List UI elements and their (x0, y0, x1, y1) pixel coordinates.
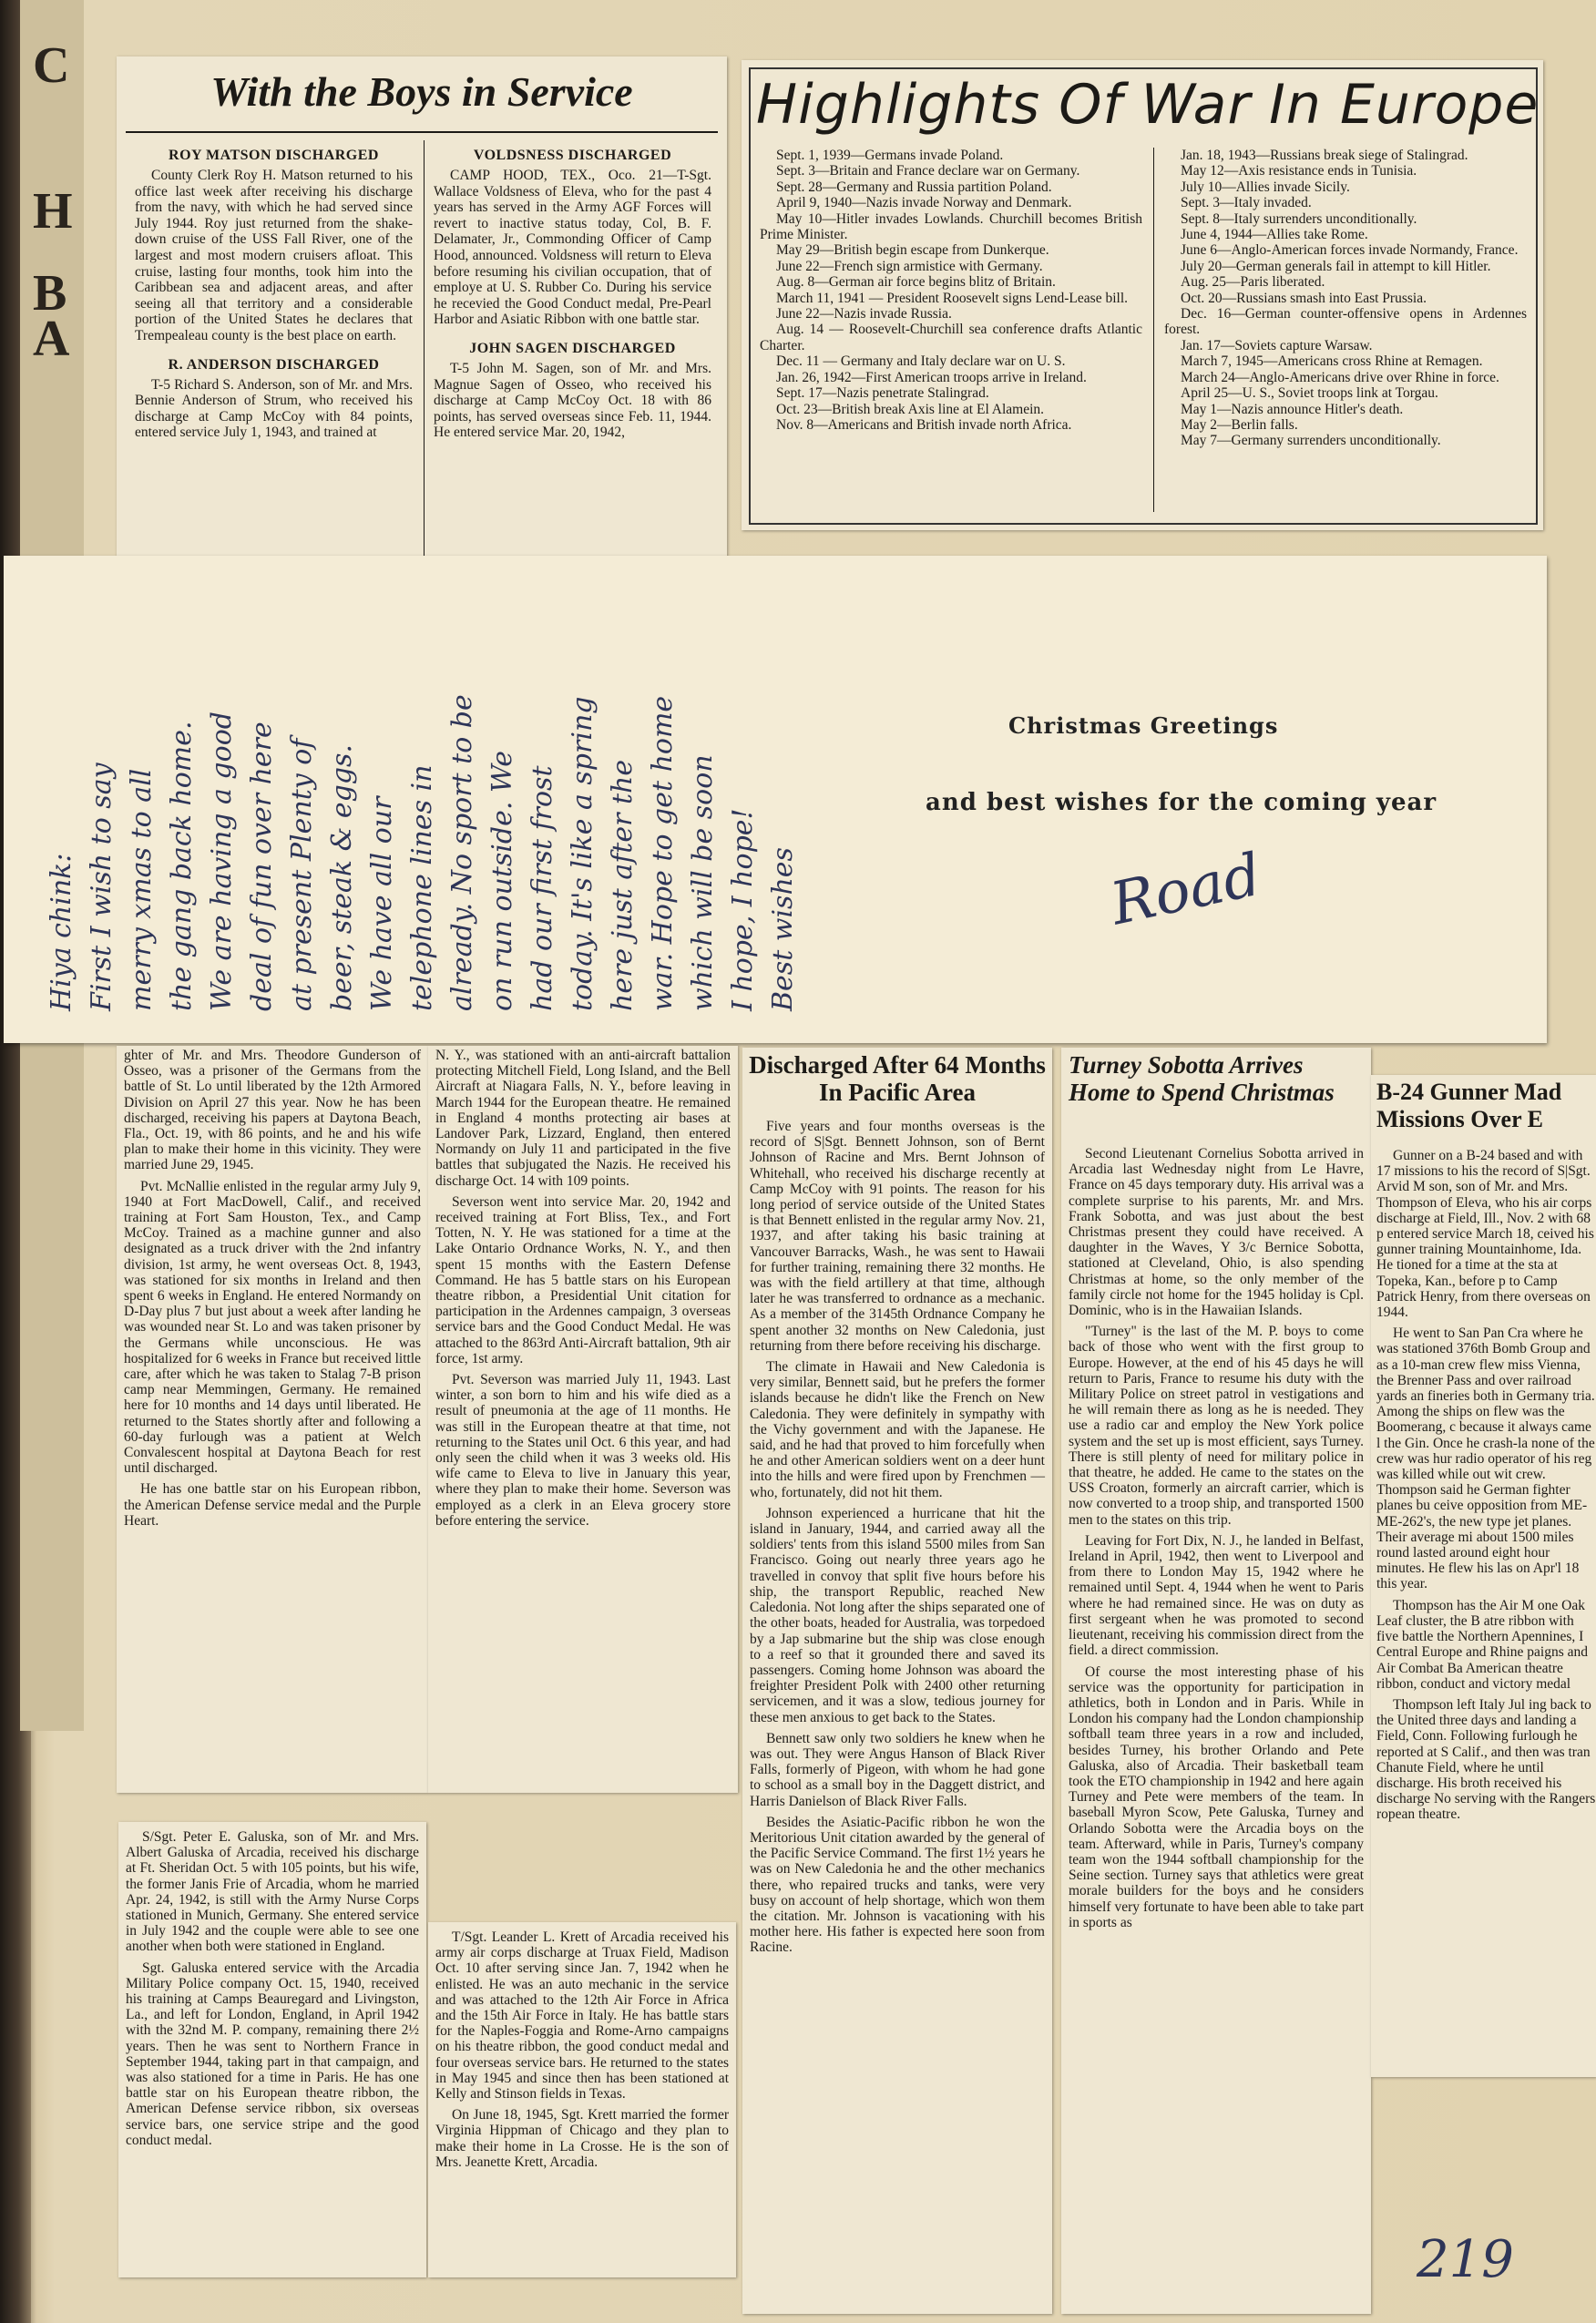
highlights-title: Highlights Of War In Europe (756, 73, 1540, 137)
article-text: "Turney" is the last of the M. P. boys to come back of those who went with the first group to Europe. However, at the end of his 45 days he will return to Paris, France to resume his duty with the Military Police on street patrol in vestigations and he will remain there as long as he is needed. They use a radio car and employ the New York police system and the set up is most efficient, says Turney. There is still plenty of need for military police in that theatre, he added. He came to the states on the USS Croaton, formerly an aircraft carrier, which is now converted to a troop ship, and transported 1500 men to the states on this trip. (1069, 1324, 1364, 1528)
highlight-entry: April 9, 1940—Nazis invade Norway and Denmark. (776, 195, 1072, 211)
article-text: Leaving for Fort Dix, N. J., he landed in Belfast, Ireland in April, 1942, then went to Liverpool and from there to London May 15, 1942 where he remained until Sept. 4, 1944 when he went to Paris where he had remained since. He was on duty as first sergeant when he was promoted to second lieutenant, receiving his commission direct from the field. a direct commission. (1069, 1532, 1364, 1659)
severson-clipping (428, 1046, 738, 1793)
highlight-entry: June 22—Nazis invade Russia. (776, 306, 952, 322)
highlight-entry: June 22—French sign armistice with Germany. (776, 258, 1043, 274)
signature: Road (1105, 841, 1267, 939)
handwritten-line: telephone lines in (406, 764, 438, 1011)
mcnallie-clipping (117, 1046, 428, 1793)
highlight-entry: Nov. 8—Americans and British invade north Africa. (776, 416, 1072, 433)
b24-headline: B-24 Gunner Mad Missions Over E (1376, 1079, 1562, 1132)
highlight-entry: Jan. 26, 1942—First American troops arrive in Ireland. (776, 369, 1087, 385)
article-heading: VOLDSNESS DISCHARGED (473, 148, 672, 163)
highlight-entry: Jan. 18, 1943—Russians break siege of Stalingrad. (1181, 148, 1468, 163)
highlight-entry: Sept. 8—Italy surrenders unconditionally. (1181, 210, 1417, 227)
article-text: Five years and four months overseas is the record of S|Sgt. Bennett Johnson, son of Bernt Johnson of Racine and Mrs. Bernt Johnson of Whitehall, who received his discharge recently at Camp McCoy with 91 points. The reason for his long period of service outside of the United States is that Bennett enlisted in the regular army Nov. 21, 1937, and after taking his basic training at Vancouver Barracks, Wash., he was sent to Hawaii for further training, remaining there 32 months. He was with the field artillery at that time, although later he was transferred to ordnance as a mechanic. As a member of the 3145th Ordnance Company he spent another 32 months on New Caledonia, just returning from there before receiving his discharge. (750, 1119, 1045, 1354)
article-text: Besides the Asiatic-Pacific ribbon he won the Meritorious Unit citation awarded by the general of the Pacific Service Command. The first 1½ years he was on New Caledonia he and the other mechanics there, who repaired trucks and tanks, were very busy on account of help shortage, which won them the citation. Mr. Johnson is vacationing with his mother here. His father is expected here soon from Racine. (750, 1814, 1045, 1956)
handwritten-line: war. Hope to get home (647, 695, 679, 1011)
sobotta-headline: Turney Sobotta Arrives Home to Spend Christmas (1069, 1051, 1335, 1106)
highlight-entry: March 11, 1941 — President Roosevelt signs Lend-Lease bill. (776, 290, 1128, 306)
margin-letter: C (33, 37, 70, 94)
boys-column-left (135, 142, 413, 446)
galuska-clipping (118, 1822, 426, 2277)
article-text: Second Lieutenant Cornelius Sobotta arrived in Arcadia last Wednesday night from Le Havre, France on 45 days temporary duty. His arrival was a complete surprise to his parents, Mr. and Mrs. Frank Sobotta, and was just about the best Christmas present they could have received. A daughter in the Waves, Y 3/c Bernice Sobotta, stationed at Cleveland, Ohio, is also spending Christmas at home, so the only member of the family circle not home for the 1945 holiday is Cpl. Dominic, who is in the Hawaiian Islands. (1069, 1146, 1364, 1319)
article-text: S/Sgt. Peter E. Galuska, son of Mr. and Mrs. Albert Galuska of Arcadia, received his discharge at Ft. Sheridan Oct. 5 with 105 points, but his wife, the former Janis Frie of Arcadia, whom he married Apr. 24, 1942, is still with the Army Nurse Corps stationed in Munich, Germany. She entered service in July 1942 and the couple were able to see one another when both were stationed in England. (126, 1829, 419, 1955)
highlight-entry: Aug. 25—Paris liberated. (1181, 274, 1325, 291)
boys-in-service-clipping (117, 56, 727, 567)
handwritten-line: already. No sport to be (446, 694, 478, 1011)
highlight-entry: Jan. 17—Soviets capture Warsaw. (1181, 337, 1373, 353)
highlight-entry: July 10—Allies invade Sicily. (1181, 179, 1350, 195)
highlight-entry: July 20—German generals fail in attempt to kill Hitler. (1181, 258, 1491, 274)
highlight-entry: Sept. 28—Germany and Russia partition Poland. (776, 179, 1052, 195)
handwritten-line: beer, steak & eggs. (326, 744, 358, 1011)
margin-letter: H (33, 183, 73, 240)
wishes-text: and best wishes for the coming year (926, 789, 1437, 816)
handwritten-line: had our first frost (527, 765, 558, 1011)
article-text: Of course the most interesting phase of his service was the opportunity for participation in athletics, both in London and in Paris. While in London his company had the London championship softball team three years in a row and included, besides Turney, his brother Orlando and Pete Galuska, also of Arcadia. Their basketball team took the ETO championship in 1942 and here again Turney and Pete were members of the team. In baseball Myron Scow, Pete Galuska, Turney and Orlando Sobotta were the Arcadia boys on the team. Afterward, while in Paris, Turney's company team won the 1944 softball championship for the Seine section. Turney says that athletics were great morale builders for the boys and he considers himself very fortunate to have been able to take part in sports as (1069, 1663, 1364, 1930)
article-text: Johnson experienced a hurricane that hit the island in January, 1944, and carried away all the soldiers' tents from this island 5500 miles from San Francisco. Going out nearly three years ago he travelled in convoy that split five hours before his ship, the transport Republic, reached New Caledonia. Not long after the ships separated one of the other boats, headed for Australia, was torpedoed by a Jap submarine but the ship was close enough to a reef so that it grounded there and saved its passengers. Coming home Johnson was aboard the freighter President Polk with 2400 other returning servicemen, and it was a slow, tedious journey for these men anxious to get back to the States. (750, 1505, 1045, 1725)
handwritten-line: the gang back home. (166, 721, 198, 1011)
highlight-entry: Sept. 17—Nazis penetrate Stalingrad. (776, 385, 989, 402)
handwritten-line: Best wishes (767, 847, 799, 1011)
article-text: T/Sgt. Leander L. Krett of Arcadia received his army air corps discharge at Truax Field, Madison Oct. 10 after serving since Jan. 7, 1942 when he enlisted. He was an auto mechanic in the service and was attached to the 12th Air Force in Africa and the 15th Air Force in Italy. He has battle stars for the Naples-Foggia and Rome-Arno campaigns on his theatre ribbon, the good conduct medal and four overseas service bars. He returned to the states in May 1945 and since then has been stationed at Kelly and Stinson fields in Texas. (435, 1929, 729, 2103)
article-text: He has one battle star on his European ribbon, the American Defense service medal and the Purple Heart. (124, 1481, 421, 1529)
article-text: He went to San Pan Cra where he was stationed 376th Bomb Group and as a 10-man crew flew miss Vienna, the Brenner Pass and over railroad yards an fineries both in Germany tria. Among the ships on flew was the Boomerang, c because it always came l the Gin. Once he crash-la none of the crew was hur radio operator of his reg was killed while out wit crew. Thompson said he German fighter planes bu ceive opposition from ME- ME-262's, the new type jet planes. Their average mi about 1500 miles round lasted around eight hour minutes. He flew his las on Apr'l 18 this year. (1376, 1325, 1595, 1592)
highlight-entry: May 1—Nazis announce Hitler's death. (1181, 401, 1404, 417)
highlight-entry: March 24—Anglo-Americans drive over Rhine in force. (1181, 369, 1499, 385)
article-text: The climate in Hawaii and New Caledonia is very similar, Bennett said, but he prefers the former islands because he didn't like the French on New Caledonia. They were definitely in sympathy with the Vichy government and with the Japanese. He said, and he had that proved to him forcefully when he and other American soldiers went on a deer hunt into the hills and were fired upon by Frenchmen — who, fortunately, did not hit them. (750, 1359, 1045, 1500)
highlights-left-column (760, 148, 1142, 433)
highlight-entry: Sept. 3—Italy invaded. (1181, 195, 1312, 211)
highlight-entry: May 7—Germany surrenders unconditionally. (1181, 433, 1441, 449)
margin-letter: B (33, 265, 67, 322)
handwritten-line: I hope, I hope! (727, 808, 759, 1011)
handwritten-line: on run outside. We (486, 750, 518, 1011)
article-text: County Clerk Roy H. Matson returned to his office last week after receiving his discharge from the navy, with which he had served since July 1944. Roy just returned from the shake-down cruise of the USS Fall River, one of the largest and most modern cruisers afloat. This cruise, lasting four months, took him into the Caribbean sea and adjacent areas, and after seeing all that territory and a considerable portion of the United States he declares that Trempealeau county is the best place on earth. (135, 168, 413, 343)
highlight-entry: Dec. 11 — Germany and Italy declare war on U. S. (776, 353, 1066, 370)
highlight-entry: May 12—Axis resistance ends in Tunisia. (1181, 163, 1417, 179)
highlight-entry: Aug. 14 — Roosevelt-Churchill sea conference drafts Atlantic Charter. (760, 322, 1142, 353)
christmas-card (4, 556, 1547, 1043)
highlight-entry: Oct. 23—British break Axis line at El Alamein. (776, 401, 1045, 417)
sobotta-clipping (1061, 1048, 1371, 2314)
highlight-entry: March 7, 1945—Americans cross Rhine at Remagen. (1181, 353, 1483, 370)
article-text: Sgt. Galuska entered service with the Arcadia Military Police company Oct. 15, 1940, received his training at Camps Beauregard and Livingston, La., and left for London, England, in April 1942 with the 32nd M. P. company, remaining there 2½ years. Then he was sent to Northern France in September 1944, taking part in that campaign, and was also stationed for a time in Paris. He has one battle star on his European theatre ribbon, the American Defense service ribbon, six overseas service bars, one service stripe and the good conduct medal. (126, 1960, 419, 2148)
highlight-entry: Aug. 8—German air force begins blitz of Britain. (776, 274, 1056, 291)
article-text: N. Y., was stationed with an anti-aircraft battalion protecting Mitchell Field, Long Island, and the Bell Aircraft at Niagara Falls, N. Y., before leaving in March 1944 for the European theatre. He remained in England 4 months protecting air bases at Landover Park, Lizzard, England, then entered Normandy on July 11 and participated in the five battles that subjugated the Nazis. He received his discharge Oct. 14 with 109 points. (435, 1048, 731, 1189)
highlight-entry: Sept. 3—Britain and France declare war on Germany. (776, 163, 1080, 179)
article-text: ghter of Mr. and Mrs. Theodore Gunderson of Osseo, was a prisoner of the Germans from the battle of St. Lo until liberated by the 12th Armored Division on April 27 this year. Now he has been discharged, receiving his papers at Daytona Beach, Fla., Oct. 19, with 86 points, and he and his wife plan to make their home in this vicinity. They were married June 29, 1945. (124, 1048, 421, 1173)
highlight-entry: May 2—Berlin falls. (1181, 416, 1298, 433)
article-text: CAMP HOOD, TEX., Oco. 21—T-Sgt. Wallace Voldsness of Eleva, who for the past 4 years has served in the Army AGF Forces will revert to inactive status today, Col, B. F. Delamater, Jr., Commonding Officer of Camp Hood, announced. Voldsness will return to Eleva before resuming his civilian occupation, that of employe at U. S. Rubber Co. During his service he recevied the Good Conduct medal, Pre-Pearl Harbor and Asiatic Ribbon with one battle star. (434, 168, 711, 328)
handwritten-line: deal of fun over here (246, 721, 278, 1011)
highlight-entry: Dec. 16—German counter-offensive opens in Ardennes forest. (1164, 306, 1527, 338)
handwritten-line: Hiya chink: (46, 853, 77, 1011)
article-text: Gunner on a B-24 based and with 17 missions to his the record of S|Sgt. Arvid M son, son of Mr. and Mrs. Thompson of Eleva, who his air corps discharge at Field, Ill., Nov. 2 with 68 p entered service March 18, ceived his gunner training Mountainhome, Ida. He tioned for a time at the sta at Topeka, Kan., before p to Camp Patrick Henry, from there overseas on 1944. (1376, 1148, 1594, 1321)
boys-column-right (434, 142, 711, 446)
handwritten-line: First I wish to say (86, 762, 118, 1011)
highlight-entry: May 29—British begin escape from Dunkerque. (776, 242, 1049, 259)
margin-letter: A (33, 311, 70, 367)
highlight-entry: June 6—Anglo-American forces invade Normandy, France. (1181, 242, 1519, 259)
article-text: Severson went into service Mar. 20, 1942 and received training at Fort Bliss, Tex., and Fort Totten, N. Y. He was stationed for a time at the Lake Ontario Ordnance Works, N. Y., and then spent 15 months with the Eastern Defense Command. He has 5 battle stars on his European theatre ribbon, a Presidential Unit citation for participation in the Ardennes campaign, 3 overseas service bars and the Good Conduct Medal. He was attached to the 863rd Anti-Aircraft battalion, 9th air force, 1st army. (435, 1193, 731, 1366)
article-text: Pvt. McNallie enlisted in the regular army July 9, 1940 at Fort MacDowell, Calif., and received training at Fort Sam Houston, Tex., and Camp McCoy. Trained as a machine gunner and also designated as a truck driver with the 2nd infantry division, 1st army, he went overseas Oct. 8, 1943, was stationed for six months in Ireland and then spent 6 weeks in England. He entered Normandy on D-Day plus 7 but just about a week after landing he was wounded near St. Lo and was taken prisoner by the Germans while unconscious. He was hospitalized for 6 weeks in France but received little care, after which he was taken to Stalag 7-B prison camp near Memmingen, Germany. He remained here for 10 months and 14 days until liberated. He returned to the States shortly after and following a 60-day furlough was a patient at Welch Convalescent hospital at Daytona Beach for rest until discharged. (124, 1178, 421, 1477)
highlight-entry: Sept. 1, 1939—Germans invade Poland. (776, 148, 1004, 163)
highlight-entry: May 10—Hitler invades Lowlands. Churchill becomes British Prime Minister. (760, 210, 1142, 243)
article-heading: R. ANDERSON DISCHARGED (168, 356, 380, 373)
johnson-clipping (742, 1048, 1052, 2314)
handwritten-line: today. It's like a spring (567, 696, 598, 1011)
article-text: Thompson left Italy Jul ing back to the United three days and landing a Field, Conn. Following furlough he reported at S Calif., and then was tran Chanute Field, where he until discharge. His broth received his discharge No serving with the Rangers ropean theatre. (1376, 1696, 1596, 1823)
highlight-entry: Oct. 20—Russians smash into East Prussia. (1181, 290, 1427, 306)
highlight-entry: June 4, 1944—Allies take Rome. (1181, 227, 1368, 243)
highlight-entry: April 25—U. S., Soviet troops link at Torgau. (1181, 385, 1438, 402)
krett-clipping (428, 1922, 736, 2277)
article-heading: JOHN SAGEN DISCHARGED (469, 340, 676, 356)
handwritten-line: We are having a good (206, 711, 238, 1011)
article-text: On June 18, 1945, Sgt. Krett married the former Virginia Hippman of Chicago and they plan to make their home in La Crosse. He is the son of Mrs. Jeanette Krett, Arcadia. (435, 2107, 729, 2170)
article-heading: ROY MATSON DISCHARGED (169, 148, 379, 163)
article-text: Pvt. Severson was married July 11, 1943. Last winter, a son born to him and his wife died as a result of pneumonia at the age of 11 months. He was still in the European theatre at that time, not returning to the States unil Oct. 6 this year, and had only seen the child when it was 3 weeks old. His wife came to Eleva to live in January this year, where they plan to make their home. Severson was employed as a clerk in an Eleva grocery store before entering the service. (435, 1372, 731, 1529)
highlights-clipping (742, 60, 1543, 530)
handwritten-line: which will be soon (687, 754, 719, 1011)
article-text: Bennett saw only two soldiers he knew when he was out. They were Angus Hanson of Black River Falls, formerly of Pigeon, with whom he had gone to school as a small boy in the Daggett district, and Harris Danielson of Black River Falls. (750, 1730, 1045, 1809)
handwritten-line: merry xmas to all (126, 768, 158, 1011)
article-text: T-5 John M. Sagen, son of Mr. and Mrs. Magnue Sagen of Osseo, who received his discharge at Camp McCoy Oct. 18 with 86 points, has served overseas since Feb. 11, 1944. He entered service Mar. 20, 1942, (434, 360, 711, 441)
boys-in-service-masthead: With the Boys in Service (210, 68, 633, 115)
page-number: 219 (1417, 2230, 1514, 2289)
greeting-text: Christmas Greetings (1008, 712, 1279, 739)
article-text: Thompson has the Air M one Oak Leaf cluster, the B atre ribbon with five battle the Northern Apennines, I Central Europe and Rhine paigns and Air Combat Ba American theatre ribbon, conduct and victory medal (1376, 1597, 1589, 1692)
handwritten-line: here just after the (607, 759, 639, 1011)
b24-gunner-clipping (1371, 1075, 1596, 2077)
johnson-headline: Discharged After 64 Months In Pacific Area (749, 1051, 1046, 1106)
handwritten-line: at present Plenty of (286, 738, 318, 1011)
highlights-right-column (1164, 148, 1527, 449)
article-text: T-5 Richard S. Anderson, son of Mr. and Mrs. Bennie Anderson of Strum, who received his discharge at Camp McCoy with 84 points, entered service July 1, 1943, and trained at (135, 376, 413, 441)
handwritten-line: We have all our (366, 796, 398, 1011)
